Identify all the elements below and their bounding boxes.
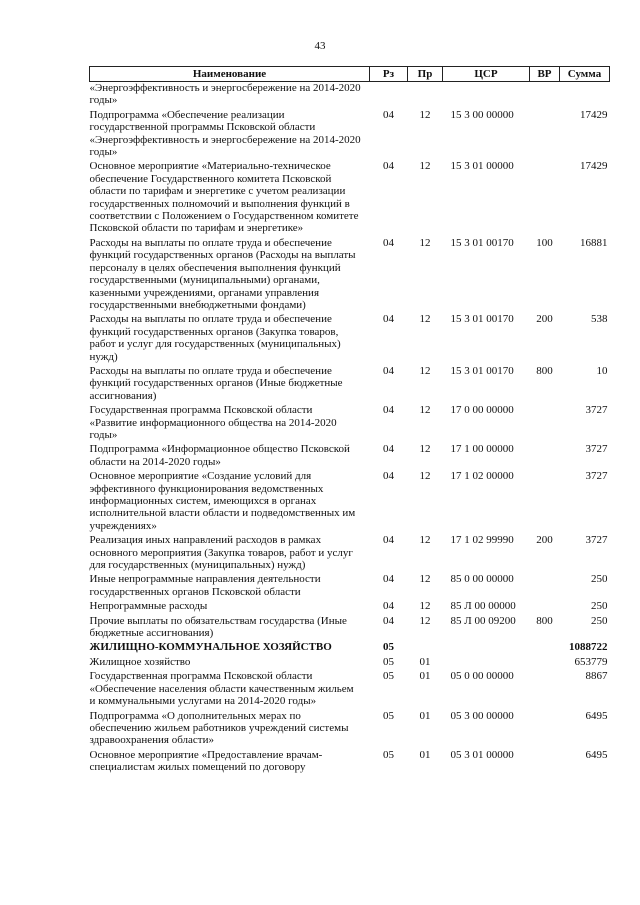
cell-pr: 12 <box>419 534 431 547</box>
table-row <box>90 534 610 573</box>
cell-rz: 05 <box>383 709 394 722</box>
cell-csr: 15 3 01 00170 <box>450 364 514 377</box>
cell-name: Непрограммные расходы <box>89 600 208 613</box>
cell-csr: 17 1 00 00000 <box>450 443 514 456</box>
cell-pr <box>408 641 443 655</box>
cell-name: Расходы на выплаты по оплате труда и обеспечение функций государственных органов (Расходы на выплаты персоналу в целях обеспечения выполнения функций государственными (муниципальными) органами, казенными учреждениями, органами управления государственными внебюджетными фондами) <box>89 236 356 311</box>
cell-name: Расходы на выплаты по оплате труда и обеспечение функций государственных органов (Закупка товаров, работ и услуг для государственных (муниципальных) нужд) <box>89 313 341 363</box>
cell-sum: 3727 <box>585 404 608 417</box>
cell-pr: 01 <box>419 670 431 683</box>
cell-sum: 3727 <box>585 443 608 456</box>
table-row <box>90 82 610 109</box>
cell-pr: 01 <box>419 655 431 668</box>
cell-csr: 17 1 02 00000 <box>450 470 514 483</box>
table-row <box>90 749 610 776</box>
cell-csr: 17 0 00 00000 <box>450 404 514 417</box>
table-row <box>90 365 610 404</box>
cell-name: Подпрограмма «О дополнительных мерах по обеспечению жильем работников учреждений системы здравоохранения области» <box>89 709 349 747</box>
cell-vr: 800 <box>536 614 553 627</box>
table-row <box>90 710 610 749</box>
table-row <box>90 670 610 709</box>
header-pr: Пр <box>408 67 443 82</box>
cell-vr <box>530 641 560 655</box>
table-row <box>90 615 610 642</box>
cell-rz: 04 <box>383 443 394 456</box>
cell-csr <box>443 641 530 655</box>
cell-csr: 17 1 02 99990 <box>450 534 514 547</box>
cell-pr: 01 <box>419 709 431 722</box>
table-row <box>90 470 610 534</box>
cell-pr: 01 <box>419 748 431 761</box>
cell-csr: 15 3 01 00170 <box>450 236 514 249</box>
page-number: 43 <box>314 40 326 52</box>
cell-sum: 17429 <box>580 108 608 121</box>
cell-rz: 04 <box>383 600 394 613</box>
cell-pr: 12 <box>419 364 431 377</box>
table-row <box>90 573 610 600</box>
table-row <box>90 641 610 655</box>
cell-sum: 16881 <box>580 236 608 249</box>
cell-name: Жилищное хозяйство <box>89 655 191 668</box>
cell-vr <box>530 404 560 443</box>
cell-name: Подпрограмма «Информационное общество Псковской области на 2014-2020 годы» <box>89 443 350 468</box>
cell-pr: 12 <box>419 404 431 417</box>
cell-csr: 15 3 01 00170 <box>450 313 514 326</box>
cell-sum: 3727 <box>585 470 608 483</box>
cell-vr <box>530 749 560 776</box>
cell-rz: 05 <box>383 670 394 683</box>
cell-sum: 538 <box>591 313 608 326</box>
header-name: Наименование <box>90 67 370 82</box>
cell-pr: 12 <box>419 614 431 627</box>
table-row <box>90 237 610 313</box>
cell-name: Основное мероприятие «Создание условий для эффективного функционирования ведомственных информационных систем, имеющихся в органах исполнительной власти области и подведомственных им учреждениях» <box>89 470 356 532</box>
cell-sum: 653779 <box>574 655 608 668</box>
table-row <box>90 160 610 236</box>
cell-csr: 05 3 00 00000 <box>450 709 514 722</box>
cell-name: Государственная программа Псковской области «Обеспечение населения области качественным жильем и коммунальными услугами на 2014-2020 годы» <box>89 670 354 708</box>
cell-pr <box>408 82 443 109</box>
cell-name: «Энергоэффективность и энергосбережение на 2014-2020 годы» <box>89 82 361 107</box>
cell-name: Иные непрограммные направления деятельности государственных органов Псковской области <box>89 573 321 598</box>
cell-name: Государственная программа Псковской области «Развитие информационного общества на 2014-2020 годы» <box>89 404 337 441</box>
cell-pr: 12 <box>419 160 431 173</box>
cell-rz: 05 <box>383 748 394 761</box>
cell-pr: 12 <box>419 313 431 326</box>
cell-sum: 3727 <box>585 534 608 547</box>
budget-table <box>89 66 610 776</box>
cell-csr: 05 3 01 00000 <box>450 748 514 761</box>
cell-pr: 12 <box>419 443 431 456</box>
cell-vr: 200 <box>536 534 553 547</box>
table-row <box>90 404 610 443</box>
cell-name: Прочие выплаты по обязательствам государства (Иные бюджетные ассигнования) <box>89 614 347 640</box>
header-csr: ЦСР <box>443 67 530 82</box>
cell-rz: 04 <box>383 534 394 547</box>
cell-vr <box>530 109 560 161</box>
cell-csr: 85 0 00 00000 <box>450 573 514 586</box>
cell-sum: 10 <box>596 364 608 377</box>
cell-name: Основное мероприятие «Предоставление врачам-специалистам жилых помещений по договору <box>89 748 323 774</box>
cell-vr <box>530 443 560 470</box>
cell-name: Расходы на выплаты по оплате труда и обеспечение функций государственных органов (Иные бюджетные ассигнования) <box>89 364 343 402</box>
cell-rz: 04 <box>383 614 394 627</box>
cell-rz: 05 <box>383 655 394 668</box>
cell-vr: 100 <box>536 236 553 249</box>
cell-vr <box>530 710 560 749</box>
table-row <box>90 313 610 365</box>
cell-pr: 12 <box>419 108 431 121</box>
cell-pr: 12 <box>419 600 431 613</box>
cell-pr: 12 <box>419 573 431 586</box>
table-row <box>90 109 610 161</box>
cell-csr: 85 Л 00 00000 <box>450 600 516 613</box>
cell-vr <box>530 656 560 670</box>
cell-rz: 05 <box>383 641 394 654</box>
cell-name: ЖИЛИЩНО-КОММУНАЛЬНОЕ ХОЗЯЙСТВО <box>89 641 332 654</box>
cell-csr: 05 0 00 00000 <box>450 670 514 683</box>
cell-pr: 12 <box>419 236 431 249</box>
cell-sum: 17429 <box>580 160 608 173</box>
cell-rz: 04 <box>383 573 394 586</box>
cell-vr <box>530 470 560 534</box>
cell-name: Подпрограмма «Обеспечение реализации государственной программы Псковской области «Энергоэффективность и энергосбережение на 2014-2020 годы» <box>89 108 361 159</box>
table-row <box>90 443 610 470</box>
table-row <box>90 656 610 670</box>
cell-name: Реализация иных направлений расходов в рамках основного мероприятия (Закупка товаров, работ и услуг для государственных (муниципальных) нужд) <box>89 534 353 572</box>
cell-name: Основное мероприятие «Материально-техническое обеспечение Государственного комитета Псковской области по тарифам и энергетике с учетом реализации государственных полномочий и выполнения функций в соответствии с Положением о Государственном комитете Псковской области по тарифам и энергетике» <box>89 160 359 235</box>
cell-vr <box>530 573 560 600</box>
cell-rz <box>370 82 408 109</box>
cell-pr: 12 <box>419 470 431 483</box>
cell-sum: 6495 <box>585 748 608 761</box>
cell-csr: 15 3 00 00000 <box>450 108 514 121</box>
cell-rz: 04 <box>383 313 394 326</box>
header-rz: Рз <box>370 67 408 82</box>
cell-csr <box>443 656 530 670</box>
cell-rz: 04 <box>383 470 394 483</box>
cell-vr <box>530 160 560 236</box>
cell-csr: 85 Л 00 09200 <box>450 614 516 627</box>
header-sum: Сумма <box>560 67 610 82</box>
cell-sum: 8867 <box>585 670 608 683</box>
table-header-row <box>90 67 610 82</box>
cell-sum: 1088722 <box>569 641 608 654</box>
table-row <box>90 600 610 614</box>
cell-vr <box>530 600 560 614</box>
cell-sum: 6495 <box>585 709 608 722</box>
cell-rz: 04 <box>383 364 394 377</box>
cell-vr <box>530 670 560 709</box>
cell-csr: 15 3 01 00000 <box>450 160 514 173</box>
header-vr: ВР <box>530 67 560 82</box>
cell-rz: 04 <box>383 160 394 173</box>
cell-vr: 800 <box>536 364 553 377</box>
cell-rz: 04 <box>383 404 394 417</box>
cell-sum: 250 <box>591 600 608 613</box>
cell-vr: 200 <box>536 313 553 326</box>
cell-vr <box>530 82 560 109</box>
cell-sum <box>560 82 610 109</box>
cell-sum: 250 <box>591 573 608 586</box>
cell-rz: 04 <box>383 236 394 249</box>
table-body <box>90 82 610 776</box>
cell-csr <box>443 82 530 109</box>
cell-rz: 04 <box>383 108 394 121</box>
cell-sum: 250 <box>591 614 608 627</box>
